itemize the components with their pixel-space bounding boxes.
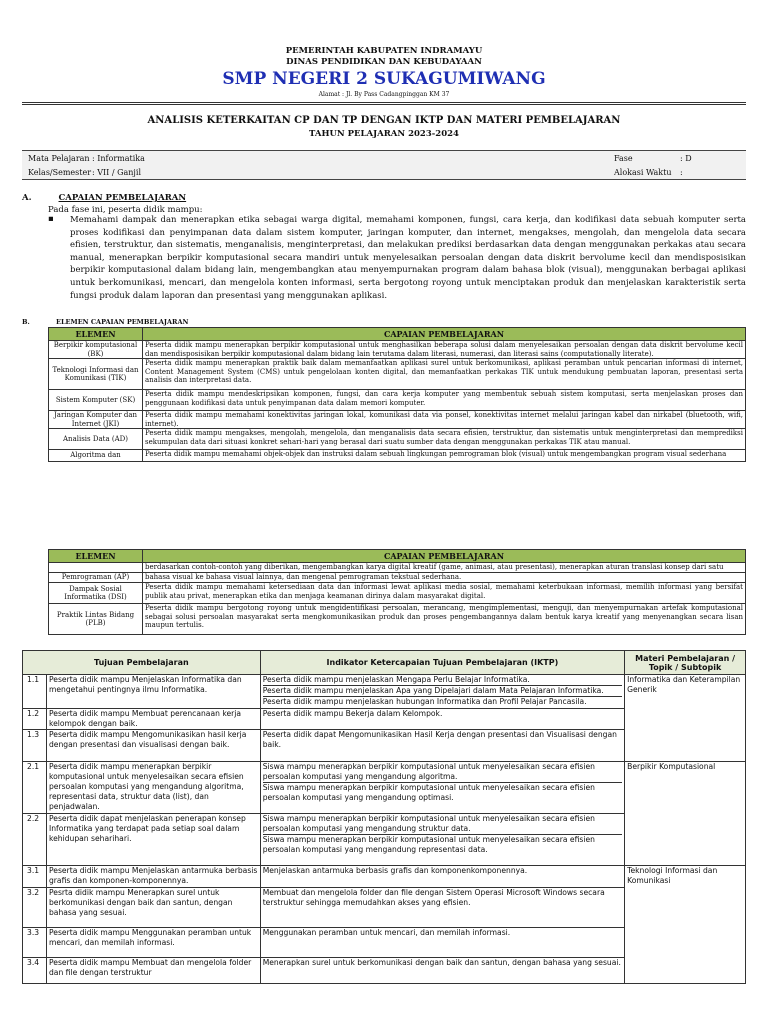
section-a-bullet: ▪ xyxy=(48,214,54,224)
iktp-cell xyxy=(260,675,624,709)
elemen-row xyxy=(49,604,746,635)
tp-text: Peserta didik mampu Menggunakan peramban untuk mencari, dan memilah informasi. xyxy=(46,928,260,958)
col-elemen-2: ELEMEN xyxy=(49,550,143,563)
iktp-item: Peserta didik mampu Bekerja dalam Kelompok. xyxy=(262,709,443,718)
capaian-cell: Peserta didik mampu mendeskripsikan komponen, fungsi, dan cara kerja komputer yang membentuk sebuah sistem komputasi, serta menjelaskan proses dan penggunaan kodifikasi data untuk penyimpanan data dalam memori komputer. xyxy=(143,390,746,411)
elemen-table-1 xyxy=(48,327,746,462)
section-a-text: Memahami dampak dan menerapkan etika sebagai warga digital, memahami komponen, fungsi, cara kerja, dan kodifikasi data sebuah komputer serta proses kodifikasi dan penyimpanan data dalam sistem komputer, jaringan komputer, dan internet, mengakses, mengolah, dan mengelola data secara efisien, terstruktur, dan sistematis, menganalisis, menginterpretasi, dan melakukan prediksi berdasarkan data dengan menggunakan perkakas atau secara manual, menerapkan berpikir komputasional secara mandiri untuk menyelesaikan persoalan dengan data diskrit bervolume kecil dan mendisposisikan berpikir komputasional dalam bidang lain, mengembangkan atau menyempurnakan program dalam bahasa blok (visual), menggunakan berbagai aplikasi untuk berkomunikasi, mencari, dan mengelola konten informasi, serta bergotong royong untuk menciptakan produk dan menjelaskan karakteristik serta fungsi produk dalam laporan dan presentasi yang menggunakan aplikasi. xyxy=(70,215,746,301)
tp-number: 3.4 xyxy=(23,958,47,984)
col-ik: Indikator Ketercapaian Tujuan Pembelajaran (IKTP) xyxy=(260,651,624,675)
section-a-intro: Pada fase ini, peserta didik mampu: xyxy=(48,205,203,215)
col-capaian: CAPAIAN PEMBELAJARAN xyxy=(143,328,746,341)
materi-cell: Informatika dan Keterampilan Generik xyxy=(625,675,746,762)
tp-number: 3.1 xyxy=(23,866,47,888)
section-a-title xyxy=(22,193,186,203)
kelas-value: : VII / Ganjil xyxy=(92,168,142,177)
iktp-item: Siswa mampu menerapkan berpikir komputasional untuk menyelesaikan secara efisien persoalan komputasi yang mengandung optimasi. xyxy=(262,783,595,802)
elemen-cell: Teknologi Informasi dan Komunikasi (TIK) xyxy=(49,359,143,390)
section-a-letter: A. xyxy=(22,193,32,203)
capaian-cell: bahasa visual ke bahasa visual lainnya, dan mengenal pemrograman tekstual sederhana. xyxy=(143,573,746,583)
elemen-cell: Analisis Data (AD) xyxy=(49,429,143,450)
section-b-label: ELEMEN CAPAIAN PEMBELAJARAN xyxy=(56,318,189,326)
tp-text: Peserta didik mampu Mengomunikasikan hasil kerja dengan presentasi dan visualisasi dengan baik. xyxy=(46,730,260,762)
mapel-label: Mata Pelajaran xyxy=(28,154,90,163)
elemen-row xyxy=(49,411,746,429)
iktp-item: Menerapkan surel untuk berkomunikasi dengan baik dan santun, dengan bahasa yang sesuai. xyxy=(262,958,621,967)
kelas-label: Kelas/Semester xyxy=(28,168,92,177)
capaian-cell: Peserta didik mampu memahami objek-objek dan instruksi dalam sebuah lingkungan pemrograman blok (visual) untuk mengembangkan program visual sederhana xyxy=(143,450,746,462)
elemen-cell: Algoritma dan xyxy=(49,450,143,462)
iktp-cell xyxy=(260,730,624,762)
tp-number: 2.2 xyxy=(23,814,47,866)
iktp-item: Peserta didik mampu menjelaskan Mengapa Perlu Belajar Informatika. xyxy=(263,675,622,686)
tp-text: Peserta didik mampu Membuat perencanaan kerja kelompok dengan baik. xyxy=(46,709,260,730)
iktp-cell xyxy=(260,888,624,928)
iktp-item: Siswa mampu menerapkan berpikir komputasional untuk menyelesaikan secara efisien persoalan komputasi yang mengandung representasi data. xyxy=(262,835,595,854)
tp-number: 2.1 xyxy=(23,762,47,814)
elemen-cell: Dampak Sosial Informatika (DSI) xyxy=(49,583,143,604)
col-capaian-2: CAPAIAN PEMBELAJARAN xyxy=(143,550,746,563)
elemen-table-2 xyxy=(48,549,746,635)
tp-row xyxy=(23,762,746,814)
capaian-cell: berdasarkan contoh-contoh yang diberikan, mengembangkan karya digital kreatif (game, animasi, atau presentasi), menerapkan aturan translasi konsep dari satu xyxy=(143,563,746,573)
capaian-cell: Peserta didik mampu bergotong royong untuk mengidentifikasi persoalan, merancang, mengimplementasi, menguji, dan menyempurnakan artefak komputasional sebagai solusi persoalan masyarakat serta mengkomunikasikan produk dan proses pengembangannya dalam bentuk karya kreatif yang menyenangkan secara lisan maupun tertulis. xyxy=(143,604,746,635)
iktp-cell xyxy=(260,866,624,888)
iktp-item: Membuat dan mengelola folder dan file dengan Sistem Operasi Microsoft Windows secara terstruktur sehingga memudahkan akses yang efisien. xyxy=(262,888,605,907)
section-a-label: CAPAIAN PEMBELAJARAN xyxy=(58,193,187,203)
elemen-cell: Sistem Komputer (SK) xyxy=(49,390,143,411)
elemen-row xyxy=(49,429,746,450)
iktp-cell xyxy=(260,709,624,730)
alokasi-label: Alokasi Waktu xyxy=(614,168,672,177)
iktp-item: Peserta didik mampu menjelaskan Apa yang Dipelajari dalam Mata Pelajaran Informatika. xyxy=(263,686,622,697)
tp-text: Peserta didik mampu Menjelaskan Informatika dan mengetahui pentingnya ilmu Informatika. xyxy=(46,675,260,709)
doc-title: ANALISIS KETERKAITAN CP DAN TP DENGAN IKTP DAN MATERI PEMBELAJARAN xyxy=(147,115,621,126)
iktp-item: Menjelaskan antarmuka berbasis grafis dan komponenkomponennya. xyxy=(262,866,528,875)
capaian-cell: Peserta didik mampu menerapkan praktik baik dalam memanfaatkan aplikasi surel untuk berkomunikasi, aplikasi peramban untuk pencarian informasi di internet, Content Management System (CMS) untuk pengelolaan konten digital, dan memanfaatkan perkakas TIK untuk mendukung pembuatan laporan, presentasi serta analisis dan interpretasi data. xyxy=(143,359,746,390)
materi-cell: Berpikir Komputasional xyxy=(625,762,746,866)
tp-number: 3.2 xyxy=(23,888,47,928)
capaian-cell: Peserta didik mampu memahami ketersediaan data dan informasi lewat aplikasi media sosial, memahami keterbukaan informasi, memilih informasi yang bersifat publik atau privat, menerapkan etika dan menjaga keamanan dirinya dalam masyarakat digital. xyxy=(143,583,746,604)
fase-value: : D xyxy=(680,154,692,163)
elemen-cell: Jaringan Komputer dan Internet (JKI) xyxy=(49,411,143,429)
iktp-item: Peserta didik mampu menjelaskan hubungan Informatika dan Profil Pelajar Pancasila. xyxy=(262,697,587,706)
materi-cell: Teknologi Informasi dan Komunikasi xyxy=(625,866,746,984)
elemen-row xyxy=(49,341,746,359)
capaian-cell: Peserta didik mampu memahami konektivitas jaringan lokal, komunikasi data via ponsel, konektivitas internet melalui jaringan kabel dan nirkabel (bluetooth, wifi, internet). xyxy=(143,411,746,429)
elemen-cell: Berpikir komputasional (BK) xyxy=(49,341,143,359)
fase-label: Fase xyxy=(614,154,633,163)
tp-number: 1.3 xyxy=(23,730,47,762)
section-b-letter: B. xyxy=(22,318,30,326)
tp-text: Peserta didik mampu Menjelaskan antarmuka berbasis grafis dan komponen-komponennya. xyxy=(46,866,260,888)
tp-text: Peserta didik mampu Membuat dan mengelola folder dan file dengan terstruktur xyxy=(46,958,260,984)
elemen-cell: Pemrograman (AP) xyxy=(49,573,143,583)
tp-text: Peserta didik dapat menjelaskan penerapan konsep Informatika yang terdapat pada setiap soal dalam kehidupan seharihari. xyxy=(46,814,260,866)
elemen-row xyxy=(49,450,746,462)
tp-text: Peserta didik mampu menerapkan berpikir komputasional untuk menyelesaikan secara efisien persoalan komputasi yang mengandung algoritma, representasi data, struktur data (list), dan penjadwalan. xyxy=(46,762,260,814)
elemen-row xyxy=(49,359,746,390)
tp-table xyxy=(22,650,746,984)
tp-number: 1.2 xyxy=(23,709,47,730)
header-gov: PEMERINTAH KABUPATEN INDRAMAYU xyxy=(285,46,483,56)
iktp-item: Siswa mampu menerapkan berpikir komputasional untuk menyelesaikan secara efisien persoalan komputasi yang mengandung algoritma. xyxy=(263,762,622,783)
col-tp: Tujuan Pembelajaran xyxy=(23,651,261,675)
col-elemen: ELEMEN xyxy=(49,328,143,341)
iktp-item: Peserta didik dapat Mengomunikasikan Hasil Kerja dengan presentasi dan Visualisasi dengan baik. xyxy=(262,730,617,749)
iktp-cell xyxy=(260,762,624,814)
tp-row xyxy=(23,675,746,709)
elemen-row xyxy=(49,583,746,604)
iktp-item: Menggunakan peramban untuk mencari, dan memilah informasi. xyxy=(262,928,511,937)
section-b-title xyxy=(22,318,188,326)
tp-text: Pesrta didik mampu Menerapkan surel untuk berkomunikasi dengan baik dan santun, dengan bahasa yang sesuai. xyxy=(46,888,260,928)
doc-year: TAHUN PELAJARAN 2023-2024 xyxy=(309,129,459,139)
meta-row-2 xyxy=(22,166,746,179)
elemen-cell: Praktik Lintas Bidang (PLB) xyxy=(49,604,143,635)
tp-number: 3.3 xyxy=(23,928,47,958)
school-name: SMP NEGERI 2 SUKAGUMIWANG xyxy=(222,69,546,89)
header-divider xyxy=(22,102,746,103)
capaian-cell: Peserta didik mampu menerapkan berpikir komputasional untuk menghasilkan beberapa solusi dalam menyelesaikan persoalan dengan data diskrit bervolume kecil dan mendisposisikan berpikir komputasional dalam bidang lain terutama dalam literasi, numerasi, dan literasi sains (computationally literate). xyxy=(143,341,746,359)
mapel-value: : Informatika xyxy=(92,154,145,163)
alokasi-value: : xyxy=(680,168,683,177)
capaian-cell: Peserta didik mampu mengakses, mengolah, mengelola, dan menganalisis data secara efisien, terstruktur, dan sistematis untuk menginterpretasi dan memprediksi sekumpulan data dari situasi konkret sehari-hari yang berasal dari suatu sumber data dengan menggunakan perkakas TIK atau manual. xyxy=(143,429,746,450)
tp-number: 1.1 xyxy=(23,675,47,709)
elemen-row xyxy=(49,390,746,411)
col-mat: Materi Pembelajaran / Topik / Subtopik xyxy=(625,651,746,675)
meta-row-1 xyxy=(22,152,746,165)
iktp-cell xyxy=(260,814,624,866)
iktp-cell xyxy=(260,928,624,958)
iktp-cell xyxy=(260,958,624,984)
tp-row xyxy=(23,866,746,888)
iktp-item: Siswa mampu menerapkan berpikir komputasional untuk menyelesaikan secara efisien persoalan komputasi yang mengandung struktur data. xyxy=(263,814,622,835)
header-dept: DINAS PENDIDIKAN DAN KEBUDAYAAN xyxy=(286,57,482,67)
elemen-row xyxy=(49,563,746,573)
elemen-cell xyxy=(49,563,143,573)
header-divider-2 xyxy=(22,104,746,105)
elemen-row xyxy=(49,573,746,583)
school-address: Alamat : Jl. By Pass Cadangpinggan KM 37 xyxy=(318,91,450,98)
